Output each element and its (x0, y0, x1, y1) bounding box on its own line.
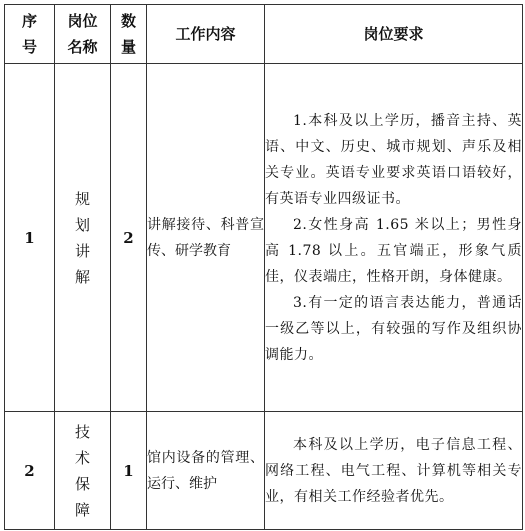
header-seq: 序号 (5, 5, 55, 64)
header-row (5, 5, 523, 64)
row-position-name: 技术保障 (55, 412, 111, 530)
header-req: 岗位要求 (265, 5, 523, 64)
requirement-item: 本科及以上学历，电子信息工程、网络工程、电气工程、计算机等相关专业，有相关工作经验者优先。 (265, 436, 522, 505)
header-work: 工作内容 (147, 5, 265, 64)
row-count: 2 (111, 64, 147, 412)
row-seq: 2 (5, 412, 55, 530)
table-row (5, 64, 523, 412)
row-count: 1 (111, 412, 147, 530)
header-name: 岗位名称 (55, 5, 111, 64)
table-row (5, 412, 523, 530)
requirement-item: 2.女性身高 1.65 米以上；男性身高 1.78 以上。五官端正，形象气质佳，仪表端庄，性格开朗，身体健康。 (265, 216, 522, 285)
row-work-content: 讲解接待、科普宣传、研学教育 (147, 64, 265, 412)
job-table (4, 4, 523, 530)
requirement-item: 1.本科及以上学历，播音主持、英语、中文、历史、城市规划、声乐及相关专业。英语专业要求英语口语较好，有英语专业四级证书。 (265, 112, 522, 207)
row-requirements (265, 64, 523, 412)
row-requirements (265, 412, 523, 530)
row-seq: 1 (5, 64, 55, 412)
requirement-item: 3.有一定的语言表达能力，普通话一级乙等以上，有较强的写作及组织协调能力。 (265, 294, 522, 363)
row-work-content: 馆内设备的管理、运行、维护 (147, 412, 265, 530)
row-position-name: 规划讲解 (55, 64, 111, 412)
header-count: 数量 (111, 5, 147, 64)
